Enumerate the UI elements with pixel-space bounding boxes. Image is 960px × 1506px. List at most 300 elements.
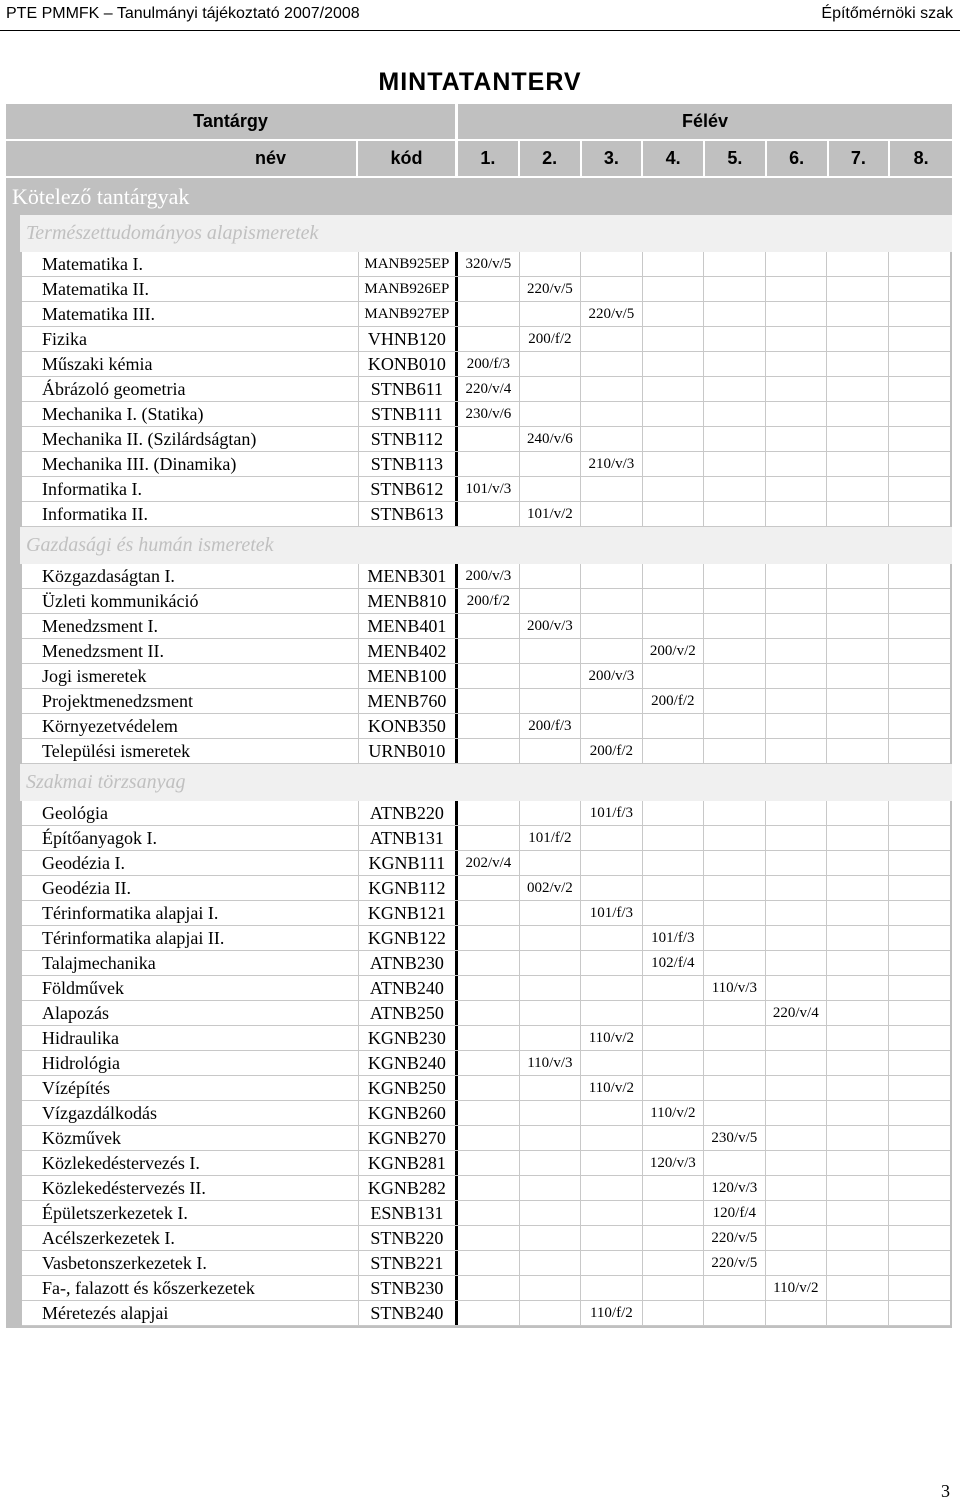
semester-cell: 110/v/3	[520, 1051, 581, 1075]
main-section-title: Kötelező tantárgyak	[6, 178, 952, 215]
subsection-title: Természettudományos alapismeretek	[20, 215, 952, 252]
semester-cell	[827, 926, 888, 950]
subject-code: ESNB131	[359, 1201, 459, 1225]
subject-name: Közművek	[22, 1126, 359, 1150]
semester-cell	[889, 564, 950, 588]
semester-cell	[581, 926, 642, 950]
semester-cell	[458, 302, 519, 326]
semester-cell	[581, 277, 642, 301]
semester-cell	[581, 1051, 642, 1075]
table-header-row-columns	[6, 141, 952, 178]
semester-cell	[889, 1226, 950, 1250]
table-row	[22, 951, 950, 976]
subject-code: KONB010	[359, 352, 459, 376]
semester-cell	[889, 1101, 950, 1125]
semester-cell	[643, 1126, 704, 1150]
subject-name: Földművek	[22, 976, 359, 1000]
semester-cell	[827, 1251, 888, 1275]
semester-column-header: 2.	[520, 141, 582, 176]
semester-cell	[827, 1101, 888, 1125]
semester-cell: 320/v/5	[458, 252, 519, 276]
subject-code: STNB111	[359, 402, 459, 426]
subject-name: Geodézia II.	[22, 876, 359, 900]
semester-cell	[458, 689, 519, 713]
subject-name: Projektmenedzsment	[22, 689, 359, 713]
curriculum-table	[6, 104, 952, 1328]
semester-cell	[458, 926, 519, 950]
semester-cell: 101/f/3	[581, 801, 642, 825]
semester-cell: 200/f/3	[458, 352, 519, 376]
table-row	[22, 639, 950, 664]
semester-cell	[520, 1076, 581, 1100]
semester-cell	[520, 1176, 581, 1200]
semester-cell	[520, 252, 581, 276]
semester-cell	[704, 1026, 765, 1050]
semester-cell	[704, 739, 765, 763]
page-title: MINTATANTERV	[378, 68, 582, 96]
subject-name: Környezetvédelem	[22, 714, 359, 738]
semester-cell	[766, 1151, 827, 1175]
semester-cell	[827, 564, 888, 588]
semester-cell	[889, 714, 950, 738]
subsection-title: Szakmai törzsanyag	[20, 764, 952, 801]
sections-container	[6, 215, 952, 1328]
subject-code: STNB613	[359, 502, 459, 526]
semester-cell	[766, 951, 827, 975]
subject-name: Menedzsment I.	[22, 614, 359, 638]
semester-cell	[827, 1301, 888, 1325]
semester-cell	[520, 452, 581, 476]
subject-code: STNB230	[359, 1276, 459, 1300]
table-row	[22, 1301, 950, 1326]
semester-cell	[458, 639, 519, 663]
table-row	[22, 1176, 950, 1201]
semester-cell	[827, 1151, 888, 1175]
semester-cell	[581, 614, 642, 638]
semester-cell	[458, 614, 519, 638]
semester-cell	[643, 1201, 704, 1225]
semester-cell	[458, 1126, 519, 1150]
semester-cell	[827, 1051, 888, 1075]
semester-cell	[581, 826, 642, 850]
subject-name: Acélszerkezetek I.	[22, 1226, 359, 1250]
semester-cell	[827, 589, 888, 613]
semester-cell	[827, 826, 888, 850]
subject-code: MENB401	[359, 614, 459, 638]
semester-cell	[889, 1001, 950, 1025]
semester-cell: 120/f/4	[704, 1201, 765, 1225]
semester-cell	[581, 1226, 642, 1250]
table-row	[22, 377, 950, 402]
semester-column-header: 1.	[458, 141, 520, 176]
subsection-table	[6, 564, 952, 764]
semester-cell	[458, 976, 519, 1000]
semester-cell	[520, 1226, 581, 1250]
semester-cell	[581, 1126, 642, 1150]
semester-cell	[766, 402, 827, 426]
semester-cell	[520, 564, 581, 588]
table-row	[22, 826, 950, 851]
semester-cell	[766, 664, 827, 688]
semester-cell	[704, 402, 765, 426]
semester-cell	[766, 689, 827, 713]
semester-cell	[643, 327, 704, 351]
semester-cell	[827, 427, 888, 451]
semester-cell	[766, 614, 827, 638]
table-row	[22, 1051, 950, 1076]
table-row	[22, 452, 950, 477]
semester-cell	[704, 714, 765, 738]
semester-cell	[520, 589, 581, 613]
semester-cell	[704, 302, 765, 326]
semester-cell	[889, 477, 950, 501]
page-header	[0, 0, 960, 31]
table-row	[22, 564, 950, 589]
semester-cell	[889, 302, 950, 326]
semester-cell	[766, 801, 827, 825]
semester-cell	[581, 639, 642, 663]
semester-cell	[581, 589, 642, 613]
semester-cell	[889, 502, 950, 526]
semester-cell	[520, 477, 581, 501]
table-row	[22, 1001, 950, 1026]
semester-cell	[643, 714, 704, 738]
semester-cell	[704, 614, 765, 638]
semester-cell	[643, 739, 704, 763]
semester-cell	[643, 1301, 704, 1325]
semester-cell	[581, 1151, 642, 1175]
semester-cell	[827, 477, 888, 501]
subject-name: Ábrázoló geometria	[22, 377, 359, 401]
semester-cell	[827, 739, 888, 763]
semester-cell	[704, 327, 765, 351]
subject-name: Fizika	[22, 327, 359, 351]
semester-cell	[643, 377, 704, 401]
table-row	[22, 302, 950, 327]
semester-cell: 210/v/3	[581, 452, 642, 476]
semester-cell	[827, 1201, 888, 1225]
semester-cell	[581, 876, 642, 900]
semester-column-header: 5.	[705, 141, 767, 176]
semester-cell	[520, 302, 581, 326]
subject-code: MANB927EP	[359, 302, 459, 326]
subject-name: Mechanika II. (Szilárdságtan)	[22, 427, 359, 451]
subsection-header	[6, 764, 952, 801]
semester-cell	[766, 327, 827, 351]
table-row	[22, 352, 950, 377]
subject-code: KGNB270	[359, 1126, 459, 1150]
semester-column-header: 4.	[643, 141, 705, 176]
semester-cell	[766, 1301, 827, 1325]
semester-cell	[520, 689, 581, 713]
table-row	[22, 327, 950, 352]
semester-cell	[581, 951, 642, 975]
semester-cell	[827, 1026, 888, 1050]
semester-cell	[643, 1001, 704, 1025]
semester-cell: 101/f/3	[643, 926, 704, 950]
semester-cell	[458, 826, 519, 850]
semester-cell	[458, 1301, 519, 1325]
subject-code: ATNB220	[359, 801, 459, 825]
semester-cell	[704, 1151, 765, 1175]
subject-name: Épületszerkezetek I.	[22, 1201, 359, 1225]
semester-cell	[889, 352, 950, 376]
subject-name: Méretezés alapjai	[22, 1301, 359, 1325]
subject-code: KGNB112	[359, 876, 459, 900]
semester-cell: 102/f/4	[643, 951, 704, 975]
semester-cell: 120/v/3	[643, 1151, 704, 1175]
header-right-text: Építőmérnöki szak	[821, 5, 953, 22]
semester-cell	[889, 377, 950, 401]
semester-cell: 110/v/2	[581, 1076, 642, 1100]
subsection-table	[6, 252, 952, 527]
semester-cell	[827, 664, 888, 688]
table-row	[22, 1151, 950, 1176]
semester-cell	[581, 352, 642, 376]
subject-code: KGNB240	[359, 1051, 459, 1075]
semester-cell	[704, 1276, 765, 1300]
semester-cell	[704, 277, 765, 301]
semester-cell	[889, 452, 950, 476]
semester-cell	[766, 477, 827, 501]
table-row	[22, 1101, 950, 1126]
semester-cell	[889, 951, 950, 975]
semester-cell	[458, 277, 519, 301]
semester-cell	[520, 639, 581, 663]
table-row	[22, 252, 950, 277]
table-row	[22, 664, 950, 689]
subject-code: ATNB230	[359, 951, 459, 975]
semester-cell	[889, 327, 950, 351]
semester-cell: 200/f/2	[520, 327, 581, 351]
table-header-row-top	[6, 104, 952, 141]
semester-cell	[766, 252, 827, 276]
semester-cell	[643, 901, 704, 925]
semester-cell	[827, 1176, 888, 1200]
semester-cell: 200/v/3	[581, 664, 642, 688]
semester-cell	[704, 589, 765, 613]
subject-name: Vízgazdálkodás	[22, 1101, 359, 1125]
semester-cell	[581, 851, 642, 875]
semester-cell: 110/f/2	[581, 1301, 642, 1325]
semester-cell	[520, 851, 581, 875]
semester-cell	[458, 452, 519, 476]
semester-cell	[704, 851, 765, 875]
semester-cell	[889, 664, 950, 688]
semester-cell	[520, 352, 581, 376]
semester-cell	[766, 901, 827, 925]
semester-cell	[643, 851, 704, 875]
semester-cell	[827, 277, 888, 301]
semester-cell	[889, 976, 950, 1000]
semester-cell	[458, 1076, 519, 1100]
semester-cell	[766, 639, 827, 663]
semester-cell	[889, 901, 950, 925]
semester-cell	[704, 951, 765, 975]
subject-code: STNB221	[359, 1251, 459, 1275]
semester-cell: 220/v/4	[458, 377, 519, 401]
semester-cell	[458, 714, 519, 738]
subject-code: MENB100	[359, 664, 459, 688]
semester-cell	[827, 1076, 888, 1100]
semester-cell	[889, 1151, 950, 1175]
semester-cell	[704, 664, 765, 688]
semester-cell	[643, 1076, 704, 1100]
semester-cell	[889, 926, 950, 950]
semester-cell	[458, 1026, 519, 1050]
semester-cell	[704, 352, 765, 376]
name-column-header: név	[6, 141, 358, 176]
semester-cell	[520, 1026, 581, 1050]
subject-name: Matematika II.	[22, 277, 359, 301]
semester-cell	[520, 377, 581, 401]
subject-code: KGNB111	[359, 851, 459, 875]
semester-cell	[704, 1001, 765, 1025]
semester-cell	[458, 1101, 519, 1125]
semester-cell	[827, 1276, 888, 1300]
table-row	[22, 714, 950, 739]
subject-name: Üzleti kommunikáció	[22, 589, 359, 613]
semester-column-header: 7.	[829, 141, 891, 176]
page-number: 3	[941, 1481, 950, 1501]
semester-cell	[827, 377, 888, 401]
semester-cell: 101/f/2	[520, 826, 581, 850]
semester-cell	[581, 564, 642, 588]
semester-cell	[827, 851, 888, 875]
semester-cell	[827, 1126, 888, 1150]
table-row	[22, 976, 950, 1001]
semester-cell	[827, 876, 888, 900]
semester-cell	[520, 402, 581, 426]
semester-cell	[704, 1076, 765, 1100]
semester-cell	[704, 427, 765, 451]
semester-cell	[889, 1251, 950, 1275]
semester-cell	[643, 876, 704, 900]
semester-cell: 101/f/3	[581, 901, 642, 925]
semester-cell	[704, 502, 765, 526]
subject-code: KGNB260	[359, 1101, 459, 1125]
semester-cell: 200/v/3	[520, 614, 581, 638]
semester-cell	[458, 1051, 519, 1075]
semester-cell: 230/v/6	[458, 402, 519, 426]
semester-cell	[458, 1001, 519, 1025]
semester-cell: 220/v/5	[704, 1226, 765, 1250]
semester-cell	[704, 926, 765, 950]
subject-code: STNB112	[359, 427, 459, 451]
subject-name: Térinformatika alapjai II.	[22, 926, 359, 950]
semester-cell	[581, 427, 642, 451]
subject-name: Műszaki kémia	[22, 352, 359, 376]
semester-cell	[889, 639, 950, 663]
subject-code: STNB113	[359, 452, 459, 476]
semester-cell	[520, 1126, 581, 1150]
semester-cell: 220/v/4	[766, 1001, 827, 1025]
semester-cell	[581, 1176, 642, 1200]
semester-cell	[520, 1251, 581, 1275]
subject-name: Hidraulika	[22, 1026, 359, 1050]
semester-cell: 110/v/2	[643, 1101, 704, 1125]
semester-cell	[704, 639, 765, 663]
semester-cell	[458, 327, 519, 351]
semester-cell	[827, 327, 888, 351]
semester-cell: 220/v/5	[520, 277, 581, 301]
table-row	[22, 739, 950, 764]
semester-cell	[581, 477, 642, 501]
semester-cell: 200/f/2	[581, 739, 642, 763]
semester-cell	[704, 452, 765, 476]
semester-cell	[458, 502, 519, 526]
semester-cell	[520, 664, 581, 688]
semester-cell	[827, 976, 888, 1000]
semester-cell	[889, 851, 950, 875]
semester-cell	[520, 976, 581, 1000]
semester-cell	[704, 876, 765, 900]
semester-cell	[827, 901, 888, 925]
subject-code: KONB350	[359, 714, 459, 738]
semester-header: Félév	[681, 111, 729, 131]
subject-name: Talajmechanika	[22, 951, 359, 975]
semester-cell	[704, 1101, 765, 1125]
semester-cell	[520, 801, 581, 825]
subsection-table	[6, 801, 952, 1328]
semester-cell	[643, 1026, 704, 1050]
subject-code: KGNB121	[359, 901, 459, 925]
semester-cell	[704, 901, 765, 925]
semester-cell	[458, 1201, 519, 1225]
semester-cell	[581, 252, 642, 276]
semester-cell	[643, 252, 704, 276]
subsection-header	[6, 527, 952, 564]
subsection-title: Gazdasági és humán ismeretek	[20, 527, 952, 564]
subject-code: KGNB250	[359, 1076, 459, 1100]
table-row	[22, 1251, 950, 1276]
semester-cell	[643, 1051, 704, 1075]
semester-cell: 101/v/2	[520, 502, 581, 526]
semester-cell	[889, 252, 950, 276]
table-row	[22, 876, 950, 901]
semester-cell	[827, 714, 888, 738]
semester-cell	[766, 1076, 827, 1100]
semester-cell	[520, 1201, 581, 1225]
subject-name: Mechanika III. (Dinamika)	[22, 452, 359, 476]
semester-cell	[889, 826, 950, 850]
semester-cell	[889, 739, 950, 763]
semester-cell: 240/v/6	[520, 427, 581, 451]
semester-cell	[827, 402, 888, 426]
semester-cell	[581, 1251, 642, 1275]
semester-cell	[704, 564, 765, 588]
semester-cell: 101/v/3	[458, 477, 519, 501]
subject-name: Alapozás	[22, 1001, 359, 1025]
semester-cell	[827, 639, 888, 663]
subject-name: Informatika II.	[22, 502, 359, 526]
semester-cell	[766, 1176, 827, 1200]
table-row	[22, 1026, 950, 1051]
semester-cell: 200/v/2	[643, 639, 704, 663]
subject-code: URNB010	[359, 739, 459, 763]
semester-cell	[889, 1301, 950, 1325]
subject-code: KGNB230	[359, 1026, 459, 1050]
semester-cell: 220/v/5	[581, 302, 642, 326]
semester-cell	[766, 1201, 827, 1225]
subject-code: STNB611	[359, 377, 459, 401]
table-row	[22, 901, 950, 926]
semester-cell	[766, 1126, 827, 1150]
semester-column-header: 3.	[582, 141, 644, 176]
semester-cell	[889, 1176, 950, 1200]
semester-cell	[766, 352, 827, 376]
semester-cell	[643, 1251, 704, 1275]
